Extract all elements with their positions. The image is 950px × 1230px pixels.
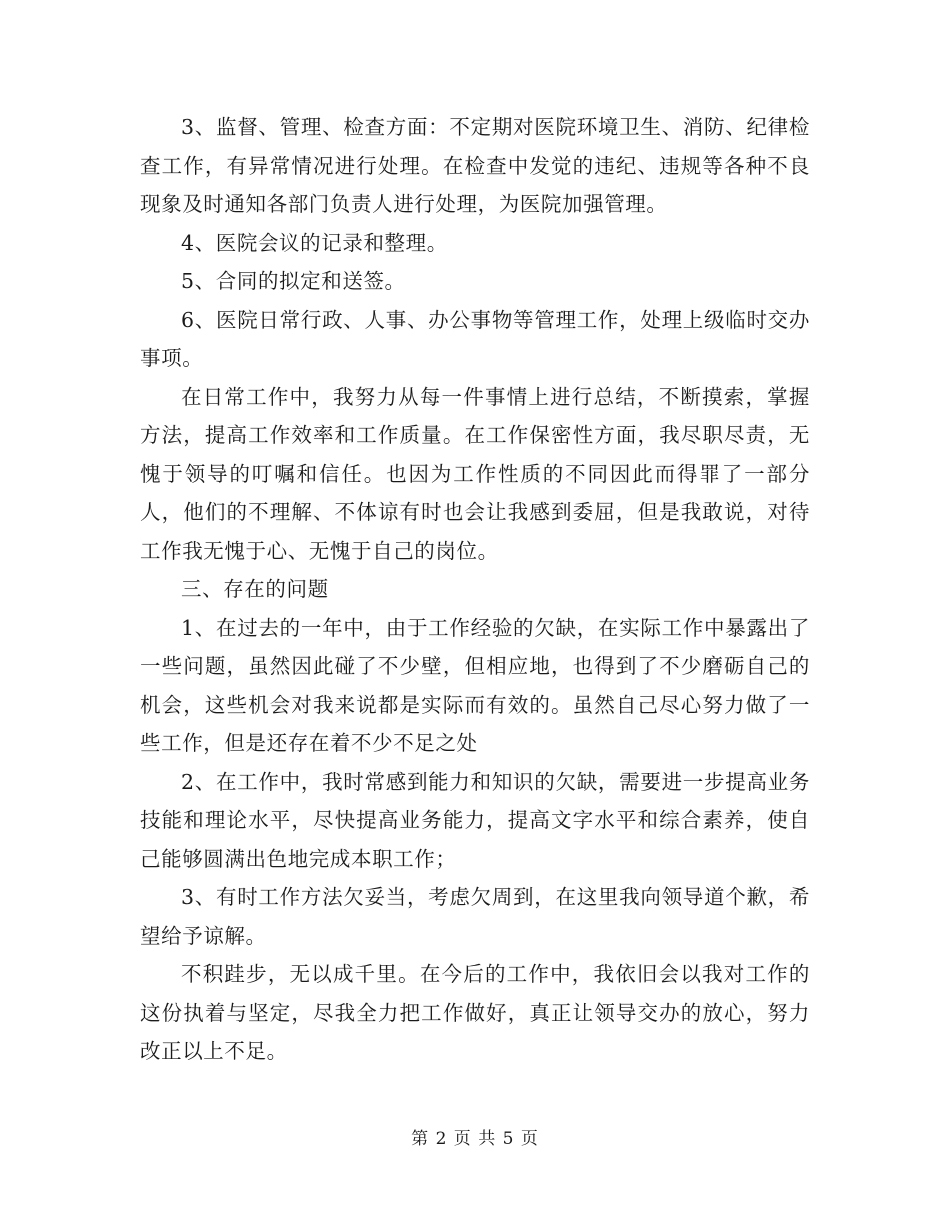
section-heading-problems: 三、存在的问题 [181,577,329,601]
paragraph-problem-2: 2、在工作中，我时常感到能力和知识的欠缺，需要进一步提高业务技能和理论水平，尽快提高业务能力，提高文字水平和综合素养，使自己能够圆满出色地完成本职工作； [140,769,810,871]
paragraph-contracts: 5、合同的拟定和送签。 [181,269,406,293]
paragraph-supervision: 3、监督、管理、检查方面：不定期对医院环境卫生、消防、纪律检查工作，有异常情况进行处理。在检查中发觉的违纪、违规等各种不良现象及时通知各部门负责人进行处理，为医院加强管理。 [140,115,810,216]
paragraph-daily-admin: 6、医院日常行政、人事、办公事物等管理工作，处理上级临时交办事项。 [140,307,810,370]
document-body [140,108,810,1071]
page-number-footer: 第 2 页 共 5 页 [411,1129,539,1149]
paragraph-work-summary: 在日常工作中，我努力从每一件事情上进行总结，不断摸索，掌握方法，提高工作效率和工作质量。在工作保密性方面，我尽职尽责，无愧于领导的叮嘱和信任。也因为工作性质的不同因此而得罪了一部分人，他们的不理解、不体谅有时也会让我感到委屈，但是我敢说，对待工作我无愧于心、无愧于自己的岗位。 [140,384,810,563]
paragraph-conclusion: 不积跬步，无以成千里。在今后的工作中，我依旧会以我对工作的这份执着与坚定，尽我全力把工作做好，真正让领导交办的放心，努力改正以上不足。 [140,962,810,1063]
paragraph-problem-1: 1、在过去的一年中，由于工作经验的欠缺，在实际工作中暴露出了一些问题，虽然因此碰了不少壁，但相应地，也得到了不少磨砺自己的机会，这些机会对我来说都是实际而有效的。虽然自己尽心努力做了一些工作，但是还存在着不少不足之处 [140,615,810,755]
paragraph-problem-3: 3、有时工作方法欠妥当，考虑欠周到，在这里我向领导道个歉，希望给予谅解。 [140,885,810,948]
paragraph-meeting-records: 4、医院会议的记录和整理。 [181,230,448,255]
